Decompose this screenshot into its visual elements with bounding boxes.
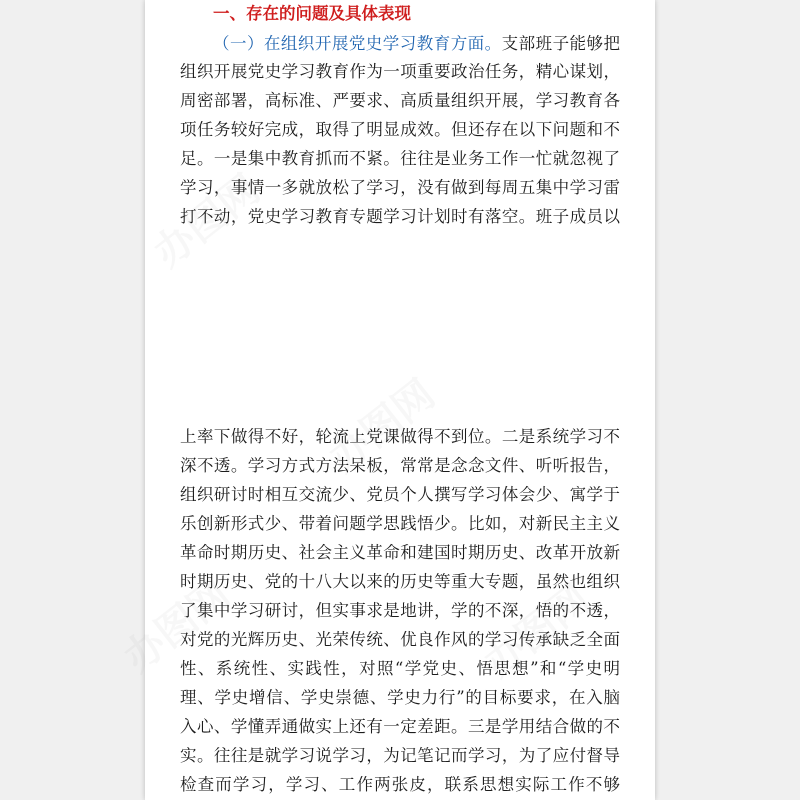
paragraph-line: 深不透。学习方式方法呆板，常常是念念文件、听听报告， xyxy=(180,456,620,475)
paragraph-line: 时期历史、党的十八大以来的历史等重大专题，虽然也组织 xyxy=(180,572,620,591)
paragraph-line: 入心、学懂弄通做实上还有一定差距。三是学用结合做的不 xyxy=(180,717,620,736)
watermark: 办图网 xyxy=(115,571,239,682)
paragraph-line: 检查而学习，学习、工作两张皮，联系思想实际工作不够 xyxy=(180,775,620,794)
paragraph-line: 学习，事情一多就放松了学习，没有做到每周五集中学习雷 xyxy=(180,178,620,197)
paragraph-line: 乐创新形式少、带着问题学思践悟少。比如，对新民主主义 xyxy=(180,514,620,533)
paragraph-text: 支部班子能够把 xyxy=(501,34,621,53)
paragraph-line: 理、学史增信、学史崇德、学史力行”的目标要求，在入脑 xyxy=(180,688,620,707)
watermark: 办图网 xyxy=(475,576,599,687)
paragraph-line: 实。往往是就学习说学习，为记笔记而学习，为了应付督导 xyxy=(180,746,620,765)
paragraph-line: 了集中学习研讨，但实事求是地讲，学的不深，悟的不透， xyxy=(180,601,620,620)
paragraph-line: 项任务较好完成，取得了明显成效。但还存在以下问题和不 xyxy=(180,120,620,139)
paragraph-line: 对党的光辉历史、光荣传统、优良作风的学习传承缺乏全面 xyxy=(180,630,620,649)
watermark: 办图网 xyxy=(145,166,269,277)
section-heading: 一、存在的问题及具体表现 xyxy=(213,4,411,23)
document-page xyxy=(115,0,655,800)
watermark: 办图网 xyxy=(320,371,444,482)
subsection-heading: （一）在组织开展党史学习教育方面。 xyxy=(213,34,502,53)
paragraph-line xyxy=(180,31,620,57)
paragraph-line: 打不动，党史学习教育专题学习计划时有落空。班子成员以 xyxy=(180,207,620,226)
paragraph-line: 革命时期历史、社会主义革命和建国时期历史、改革开放新 xyxy=(180,543,620,562)
paragraph-line: 上率下做得不好，轮流上党课做得不到位。二是系统学习不 xyxy=(180,427,620,446)
paragraph-line: 周密部署，高标准、严要求、高质量组织开展，学习教育各 xyxy=(180,91,620,110)
paragraph-line: 足。一是集中教育抓而不紧。往往是业务工作一忙就忽视了 xyxy=(180,149,620,168)
paragraph-line: 组织开展党史学习教育作为一项重要政治任务，精心谋划， xyxy=(180,62,620,81)
paragraph-line: 组织研讨时相互交流少、党员个人撰写学习体会少、寓学于 xyxy=(180,485,620,504)
paragraph-line: 性、系统性、实践性，对照“学党史、悟思想”和“学史明 xyxy=(180,659,620,678)
